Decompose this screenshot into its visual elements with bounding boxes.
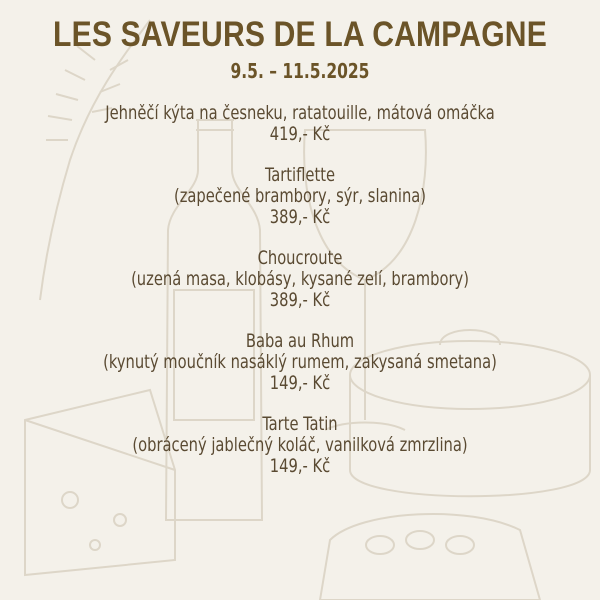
menu-item-name: Choucroute <box>257 247 343 269</box>
menu-item-price: 389,- Kč <box>269 206 331 228</box>
menu-item-price: 149,- Kč <box>269 455 331 477</box>
menu-title: LES SAVEURS DE LA CAMPAGNE <box>53 15 547 54</box>
menu-item <box>0 331 600 394</box>
menu-item <box>0 165 600 228</box>
menu-item-description: (uzená masa, klobásy, kysané zelí, brambory) <box>131 268 469 290</box>
menu-item-description: (obrácený jablečný koláč, vanilková zmrzlina) <box>132 434 468 456</box>
menu-dates: 9.5. – 11.5.2025 <box>230 59 370 83</box>
menu-item-name: Baba au Rhum <box>245 330 355 352</box>
menu-item-description: (kynutý moučník nasáklý rumem, zakysaná smetana) <box>103 351 497 373</box>
menu-item-name: Jehněčí kýta na česneku, ratatouille, mátová omáčka <box>105 102 495 124</box>
menu-items-list <box>0 103 600 477</box>
menu-item-price: 149,- Kč <box>269 372 331 394</box>
menu-item <box>0 248 600 311</box>
menu-item-name: Tartiflette <box>264 164 336 186</box>
menu-item-price: 389,- Kč <box>269 289 331 311</box>
menu-item-price: 419,- Kč <box>269 123 331 145</box>
menu-item-name: Tarte Tatin <box>262 413 338 435</box>
menu-item <box>0 414 600 477</box>
menu-item <box>0 103 600 145</box>
menu-item-description: (zapečené brambory, sýr, slanina) <box>173 185 427 207</box>
